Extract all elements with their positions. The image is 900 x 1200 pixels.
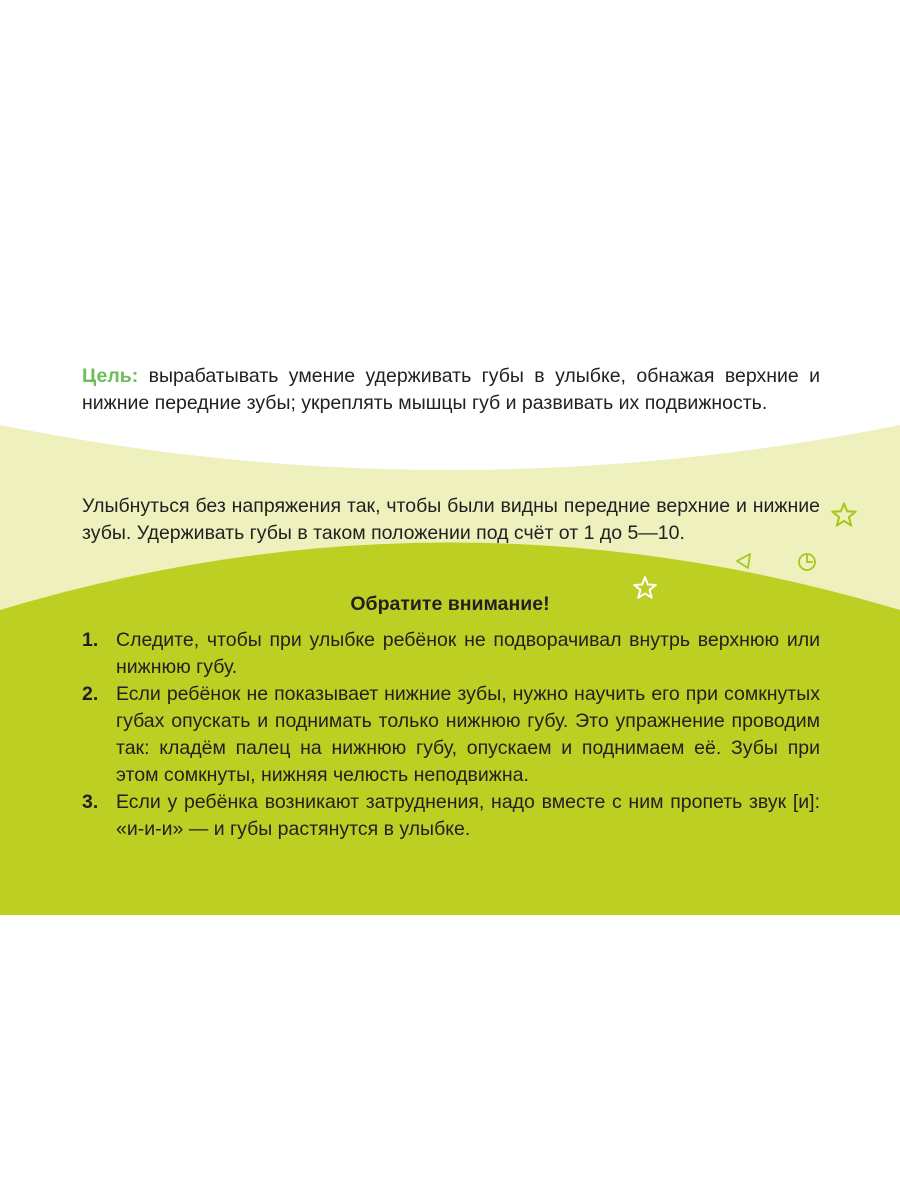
list-item-number: 3. — [82, 791, 99, 813]
instruction-paragraph: Улыбнуться без напряжения так, чтобы были видны передние верхние и нижние зубы. Удерживать губы в таком положении под счёт от 1 до 5—10. — [82, 495, 820, 544]
list-item-text: Следите, чтобы при улыбке ребёнок не подворачивал внутрь верхнюю или нижнюю губу. — [116, 629, 820, 678]
list-item-number: 2. — [82, 683, 99, 705]
star-outline-icon — [830, 501, 858, 529]
triangle-outline-icon — [734, 551, 754, 571]
list-item — [82, 789, 820, 843]
list-item — [82, 627, 820, 681]
clock-circle-icon — [796, 551, 818, 573]
notice-list — [82, 627, 820, 843]
goal-paragraph — [82, 363, 820, 417]
list-item-text: Если ребёнок не показывает нижние зубы, нужно научить его при сомкнутых губах опускать и поднимать только нижнюю губу. Это упражнение проводим так: кладём палец на нижнюю губу, опускаем и поднимаем её. Зубы при этом сомкнуты, нижняя челюсть неподвижна. — [116, 683, 820, 786]
exercise-card — [0, 285, 900, 915]
list-item-number: 1. — [82, 629, 99, 651]
goal-text: вырабатывать умение удерживать губы в улыбке, обнажая верхние и нижние передние зубы; укреплять мышцы губ и развивать их подвижность. — [82, 365, 820, 414]
list-item — [82, 681, 820, 789]
list-item-text: Если у ребёнка возникают затруднения, надо вместе с ним пропеть звук [и]: «и-и-и» — и губы растянутся в улыбке. — [116, 791, 820, 840]
notice-title: Обратите внимание! — [350, 593, 550, 615]
goal-label: Цель: — [82, 365, 139, 387]
